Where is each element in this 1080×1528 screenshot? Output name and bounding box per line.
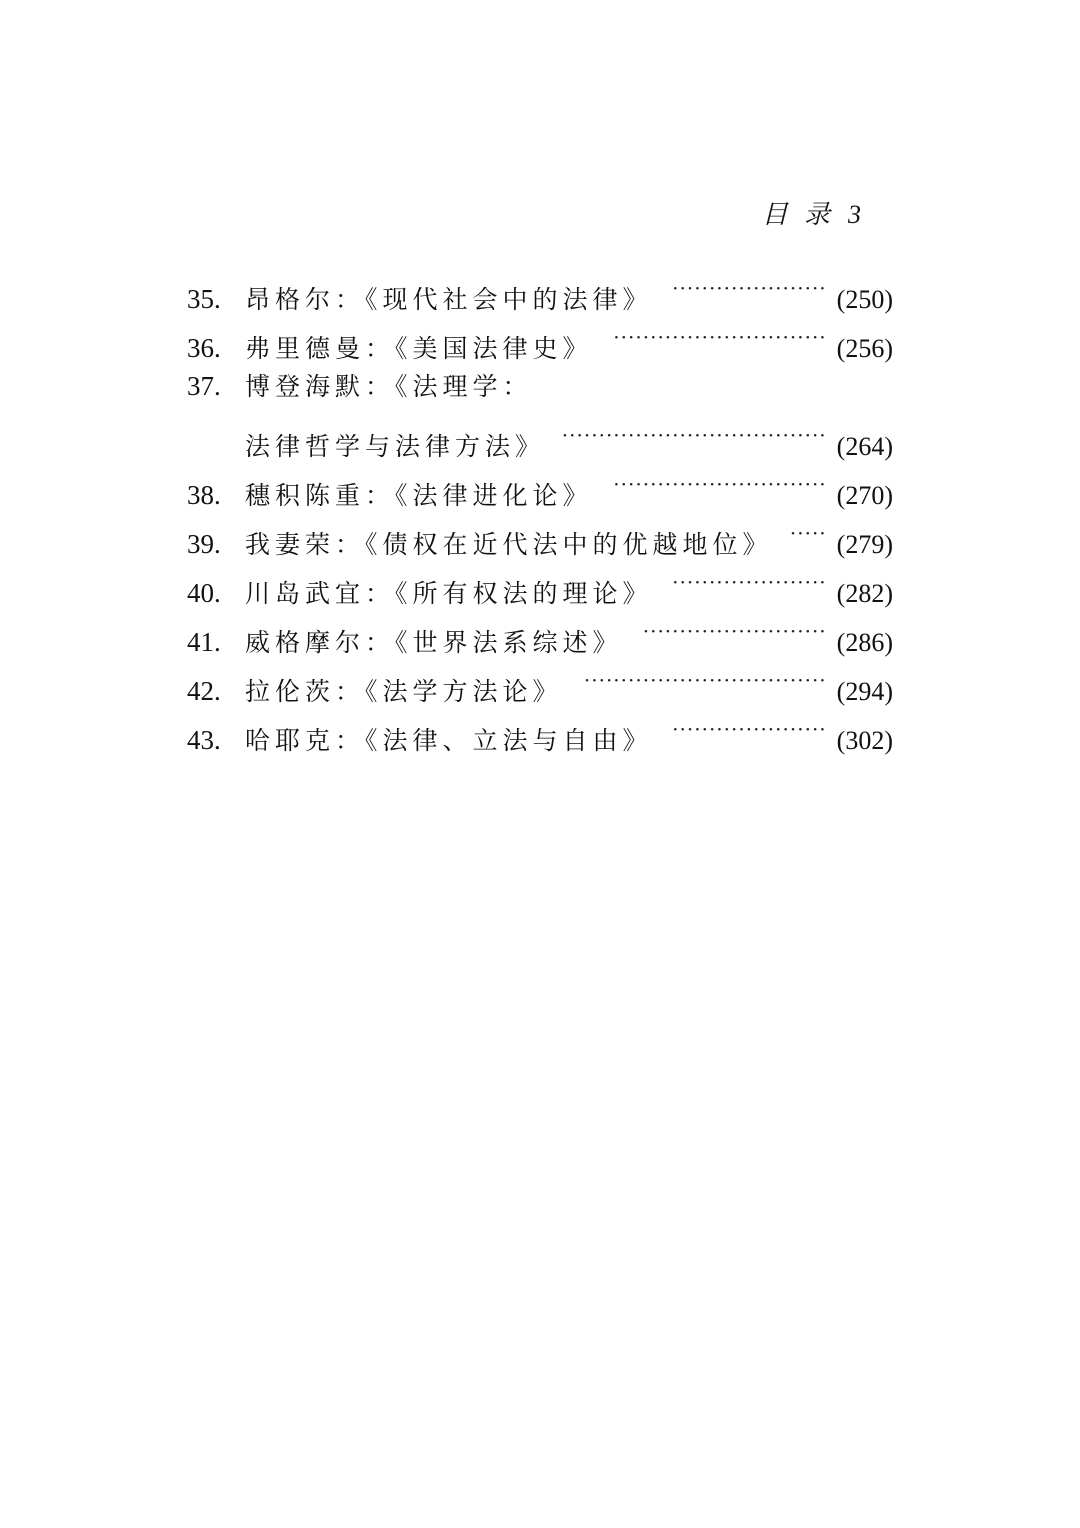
header-section-title: 目 录	[761, 200, 834, 230]
toc-entry-title: 哈耶克：《法律、立法与自由》	[245, 726, 653, 755]
toc-entry-title: 弗里德曼：《美国法律史》	[245, 334, 593, 363]
toc-entry-page: (270)	[836, 481, 893, 510]
toc-entry-43[interactable]	[187, 709, 893, 758]
toc-entry-number: 42.	[187, 676, 221, 706]
toc-entry-page: (302)	[836, 726, 893, 755]
toc-entry-42[interactable]	[187, 660, 893, 709]
toc-entry-number: 38.	[187, 480, 221, 510]
toc-entry-41[interactable]	[187, 611, 893, 660]
toc-entry-number: 37.	[187, 371, 221, 401]
toc-entry-title: 拉伦茨：《法学方法论》	[245, 677, 563, 706]
toc-entry-page: (286)	[836, 628, 893, 657]
toc-entry-page: (264)	[836, 432, 893, 461]
toc-entry-title: 威格摩尔：《世界法系综述》	[245, 628, 623, 657]
toc-dot-leader	[581, 660, 827, 700]
header-page-number: 3	[848, 200, 865, 229]
running-header	[700, 198, 865, 232]
toc-dot-leader	[671, 268, 827, 308]
toc-entry-37-continued[interactable]	[187, 415, 893, 464]
toc-entry-number: 36.	[187, 333, 221, 363]
toc-entry-number: 41.	[187, 627, 221, 657]
toc-entry-page: (294)	[836, 677, 893, 706]
toc-dot-leader	[611, 317, 827, 357]
toc-entry-page: (279)	[836, 530, 893, 559]
toc-dot-leader	[791, 513, 827, 553]
toc-entry-40[interactable]	[187, 562, 893, 611]
toc-entry-title: 昂格尔：《现代社会中的法律》	[245, 285, 653, 314]
toc-dot-leader	[611, 464, 827, 504]
toc-entry-title: 川岛武宜：《所有权法的理论》	[245, 579, 653, 608]
toc-entry-title: 穗积陈重：《法律进化论》	[245, 481, 593, 510]
toc-dot-leader	[641, 611, 827, 651]
toc-entry-title: 我妻荣：《债权在近代法中的优越地位》	[245, 530, 773, 559]
toc-entry-36[interactable]	[187, 317, 893, 366]
toc-entry-number: 43.	[187, 725, 221, 755]
toc-entry-39[interactable]	[187, 513, 893, 562]
toc-dot-leader	[671, 562, 827, 602]
toc-entry-number: 39.	[187, 529, 221, 559]
toc-entry-page: (256)	[836, 334, 893, 363]
toc-dot-leader	[563, 415, 827, 455]
toc-entry-title-continued: 法律哲学与法律方法》	[245, 432, 546, 461]
toc-entry-38[interactable]	[187, 464, 893, 513]
toc-dot-leader	[671, 709, 827, 749]
toc-entry-number: 40.	[187, 578, 221, 608]
toc-entry-title: 博登海默：《法理学：	[245, 372, 533, 401]
toc-entry-35[interactable]	[187, 268, 893, 317]
toc-entry-37[interactable]	[187, 366, 893, 415]
table-of-contents	[187, 268, 893, 758]
toc-entry-page: (250)	[836, 285, 893, 314]
toc-entry-page: (282)	[836, 579, 893, 608]
toc-entry-number: 35.	[187, 284, 221, 314]
